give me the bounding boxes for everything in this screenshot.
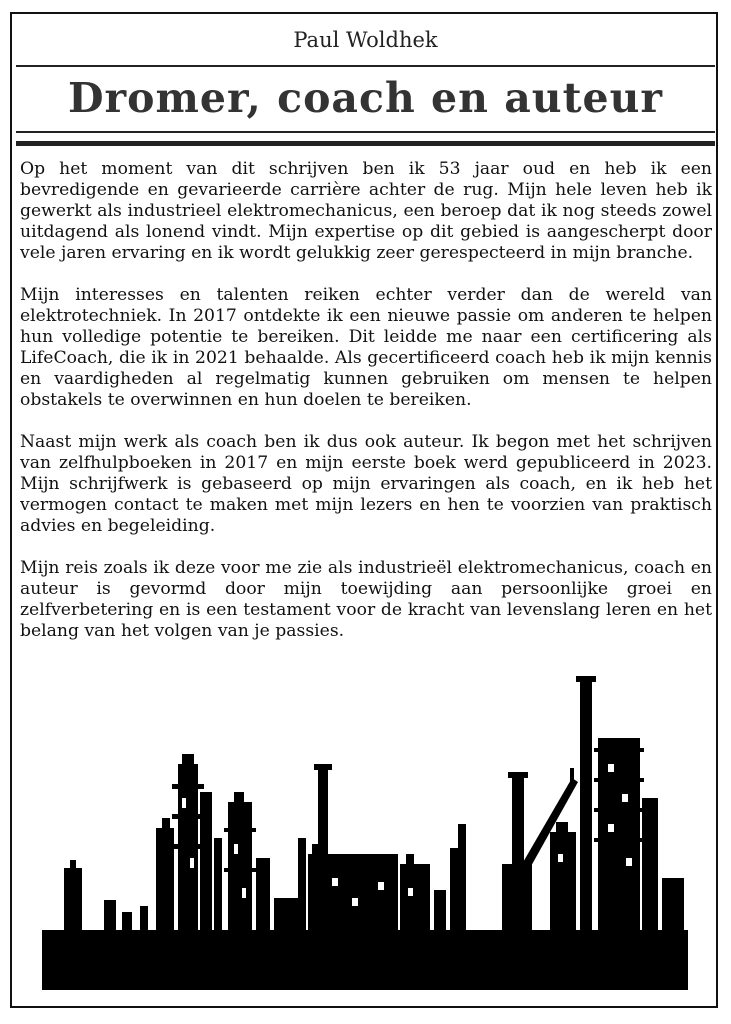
title-rule-thin bbox=[16, 131, 715, 133]
paragraph-4: Mijn reis zoals ik deze voor me zie als industrieël elektromechanicus, coach en auteur is gevormd door mijn toewijding aan persoonlijke groei en zelfverbetering en is een testament voor de kracht van levenslang leren en het belang van het volgen van je passies. bbox=[20, 558, 712, 641]
title-rule-thick bbox=[16, 141, 715, 146]
page-title: Dromer, coach en auteur bbox=[67, 74, 664, 122]
paragraph-1: Op het moment van dit schrijven ben ik 53 jaar oud en heb ik een bevredigende en gevarieerde carrière achter de rug. Mijn hele leven heb ik gewerkt als industrieel elektromechanicus, een beroep dat ik nog steeds zowel uitdagend als lonend vindt. Mijn expertise op dit gebied is aangescherpt door vele jaren ervaring en ik wordt gelukkig zeer gerespecteerd in mijn branche. bbox=[20, 159, 712, 263]
author-name: Paul Woldhek bbox=[293, 28, 438, 52]
industrial-skyline-illustration bbox=[42, 668, 688, 990]
paragraph-2: Mijn interesses en talenten reiken echter verder dan de wereld van elektrotechniek. In 2017 ontdekte ik een nieuwe passie om anderen te helpen hun volledige potentie te bereiken. Dit leidde me naar een certificering als LifeCoach, die ik in 2021 behaalde. Als gecertificeerd coach heb ik mijn kennis en vaardigheden al regelmatig kunnen gebruiken om mensen te helpen obstakels te overwinnen en hun doelen te bereiken. bbox=[20, 285, 712, 410]
article-body bbox=[20, 159, 712, 663]
paragraph-3: Naast mijn werk als coach ben ik dus ook auteur. Ik begon met het schrijven van zelfhulpboeken in 2017 en mijn eerste boek werd gepubliceerd in 2023. Mijn schrijfwerk is gebaseerd op mijn ervaringen als coach, en ik heb het vermogen contact te maken met mijn lezers en hen te voorzien van praktisch advies en begeleiding. bbox=[20, 432, 712, 536]
